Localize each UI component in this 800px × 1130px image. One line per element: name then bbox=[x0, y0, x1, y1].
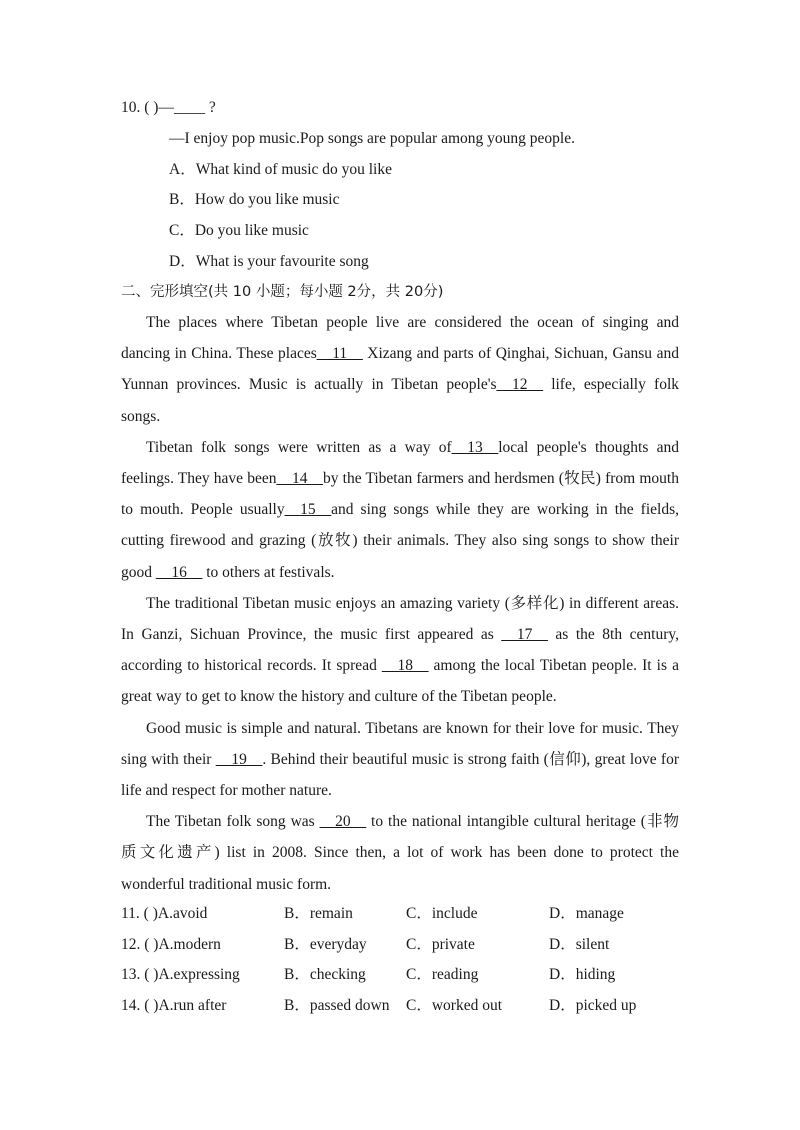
passage-paragraph-3: The traditional Tibetan music enjoys an amazing variety (多样化) in different areas. In Ganzi, Sichuan Province, the music first appeared as __17__ as the 8th century, according to historical records. It spread __18__ among the local Tibetan people. It is a great way to get to know the history and culture of the Tibetan people. bbox=[121, 594, 680, 706]
option-11-c: C．include bbox=[406, 905, 478, 922]
section-heading: 二、完形填空(共 10 小题；每小题 2分，共 20分) bbox=[121, 284, 444, 300]
passage-paragraph-1: The places where Tibetan people live are considered the ocean of singing and dancing in China. These places__11__ Xizang and parts of Qinghai, Sichuan, Gansu and Yunnan provinces. Music is actually in Tibetan people's__12__ life, especially folk songs. bbox=[121, 314, 679, 425]
blank-12: __12__ bbox=[496, 376, 544, 394]
passage-paragraph-5: The Tibetan folk song was __20__ to the national intangible cultural heritage (非物质文化遗产) list in 2008. Since then, a lot of work has been done to protect the wonderful traditional music form. bbox=[121, 813, 680, 893]
blank-13: __13__ bbox=[451, 438, 499, 456]
blank-18: __18__ bbox=[381, 657, 429, 675]
q10-option-c: C．Do you like music bbox=[169, 222, 309, 239]
blank-17: __17__ bbox=[501, 626, 548, 644]
option-12-b: B．everyday bbox=[284, 936, 367, 953]
option-14-b: B．passed down bbox=[284, 997, 390, 1014]
option-row-11 bbox=[121, 904, 681, 924]
passage-paragraph-2: Tibetan folk songs were written as a way of__13__local people's thoughts and feelings. They have been__14__by the Tibetan farmers and herdsmen (牧民) from mouth to mouth. People usually__15__and sing songs while they are working in the fields, cutting firewood and grazing (放牧) their animals. They also sing songs to show their good __16__ to others at festivals. bbox=[121, 438, 679, 581]
q10-option-d: D．What is your favourite song bbox=[169, 253, 369, 270]
option-12-d: D．silent bbox=[549, 936, 610, 953]
q10-option-a: A．What kind of music do you like bbox=[169, 161, 392, 178]
option-12-c: C．private bbox=[406, 936, 475, 953]
option-11-d: D．manage bbox=[549, 905, 624, 922]
option-row-14 bbox=[121, 996, 681, 1016]
option-12-a: 12. ( )A.modern bbox=[121, 936, 221, 953]
option-13-a: 13. ( )A.expressing bbox=[121, 966, 240, 983]
option-13-d: D．hiding bbox=[549, 966, 616, 983]
cloze-passage bbox=[121, 307, 679, 900]
option-11-b: B．remain bbox=[284, 905, 353, 922]
option-row-12 bbox=[121, 935, 681, 955]
q10-dialogue: —I enjoy pop music.Pop songs are popular among young people. bbox=[169, 130, 575, 147]
option-row-13 bbox=[121, 965, 681, 985]
q10-stem: 10. ( )—____ ? bbox=[121, 99, 216, 116]
option-14-d: D．picked up bbox=[549, 997, 637, 1014]
blank-14: __14__ bbox=[276, 470, 323, 488]
passage-paragraph-4: Good music is simple and natural. Tibetans are known for their love for music. They sing with their __19__. Behind their beautiful music is strong faith (信仰), great love for life and respect for mother nature. bbox=[121, 719, 679, 800]
option-13-b: B．checking bbox=[284, 966, 366, 983]
blank-15: __15__ bbox=[284, 501, 332, 519]
blank-20: __20__ bbox=[319, 813, 367, 831]
option-11-a: 11. ( )A.avoid bbox=[121, 905, 208, 922]
blank-16: __16__ bbox=[155, 563, 203, 581]
option-14-a: 14. ( )A.run after bbox=[121, 997, 227, 1014]
option-13-c: C．reading bbox=[406, 966, 479, 983]
blank-19: __19__ bbox=[215, 750, 263, 768]
option-14-c: C．worked out bbox=[406, 997, 503, 1014]
q10-option-b: B．How do you like music bbox=[169, 191, 340, 208]
blank-11: __11__ bbox=[316, 345, 363, 363]
